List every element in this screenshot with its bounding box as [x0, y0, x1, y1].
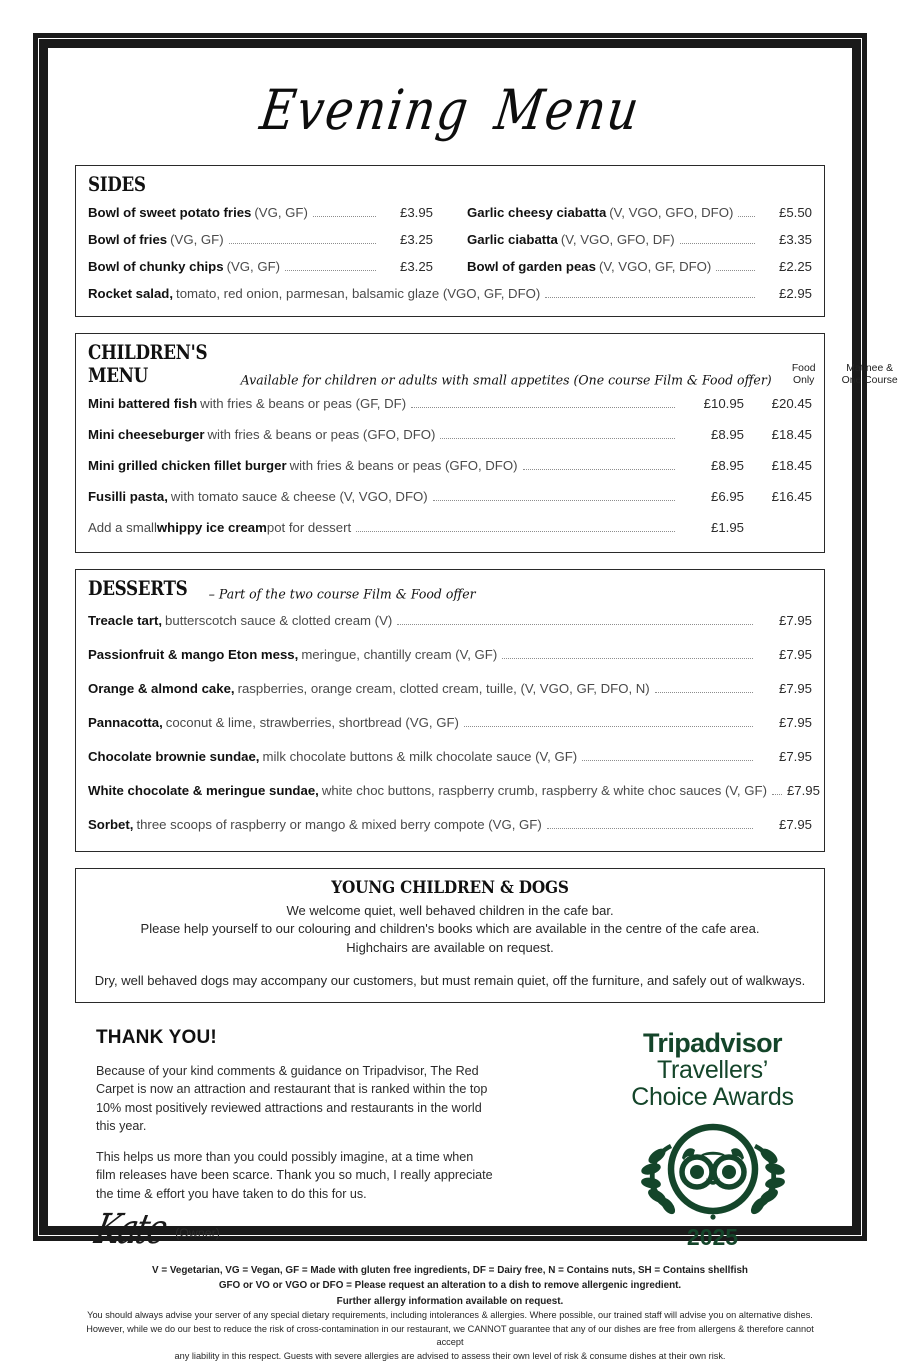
- item-desc: meringue, chantilly cream (V, GF): [301, 646, 498, 662]
- childrens-subtitle: Available for children or adults with small appetites (One course Film & Food offer): [240, 371, 772, 388]
- menu-row: [88, 604, 812, 638]
- item-price-food-only: £10.95: [703, 395, 744, 411]
- section-childrens-menu: [75, 333, 898, 553]
- item-price: £7.95: [778, 748, 812, 764]
- item-price: £7.95: [778, 612, 812, 628]
- sides-full-width-rows: [88, 280, 812, 307]
- dot-leader: [523, 469, 675, 470]
- notice-line-1: We welcome quiet, well behaved children in the cafe bar.: [286, 902, 614, 918]
- menu-row: [88, 740, 812, 774]
- title-word-menu: Menu: [490, 77, 644, 143]
- item-name: Mini grilled chicken fillet burger: [88, 457, 287, 473]
- desserts-items: [88, 604, 820, 842]
- dot-leader: [680, 243, 755, 244]
- item-name: Passionfruit & mango Eton mess,: [88, 646, 299, 662]
- item-price: £7.95: [778, 680, 812, 696]
- item-price: £5.50: [778, 204, 812, 220]
- desserts-subtitle: – Part of the two course Film & Food offer: [208, 585, 476, 602]
- childrens-heading: CHILDREN'S MENU: [88, 341, 208, 387]
- item-desc: milk chocolate buttons & milk chocolate sauce (V, GF): [262, 748, 578, 764]
- item-desc: (VG, GF): [170, 231, 224, 247]
- footer-key-line-1: V = Vegetarian, VG = Vegan, GF = Made with gluten free ingredients, DF = Dairy free, N = Contains nuts, SH = Contains shellfish: [152, 1264, 748, 1276]
- dot-leader: [440, 438, 675, 439]
- menu-row: [88, 280, 812, 307]
- item-name: Orange & almond cake,: [88, 680, 235, 696]
- footer-key-line-2: GFO or VO or VGO or DFO = Please request an alteration to a dish to remove allergenic ingredient.: [218, 1280, 682, 1292]
- item-price-food-only: £8.95: [710, 457, 744, 473]
- item-name: Garlic cheesy ciabatta: [467, 204, 607, 220]
- item-name: Sorbet,: [88, 816, 134, 832]
- item-price: £3.25: [399, 231, 433, 247]
- menu-row: [88, 253, 433, 280]
- menu-row: [467, 199, 812, 226]
- dot-leader: [716, 270, 755, 271]
- tripadvisor-brand: Tripadvisor: [643, 1027, 782, 1058]
- desserts-heading: DESSERTS: [88, 577, 188, 601]
- col1-line2: Only: [792, 375, 815, 387]
- item-name: Bowl of chunky chips: [88, 258, 224, 274]
- notice-heading: YOUNG CHILDREN & DOGS: [331, 877, 569, 898]
- item-desc: tomato, red onion, parmesan, balsamic glaze (VGO, GF, DFO): [176, 285, 541, 301]
- item-price-matinee: £20.45: [771, 395, 812, 411]
- item-name: Mini cheeseburger: [88, 426, 205, 442]
- menu-row: [467, 253, 812, 280]
- item-price-food-only: £8.95: [710, 426, 744, 442]
- item-desc: with fries & beans or peas (GFO, DFO): [289, 457, 518, 473]
- item-price: £2.25: [778, 258, 812, 274]
- menu-row: [467, 226, 812, 253]
- thank-you-paragraph-2: This helps us more than you could possibly imagine, at a time when film releases have been scarce. Thank you so much, I really appreciate the time & effort you have taken to do this for us.: [96, 1149, 493, 1201]
- sides-heading: SIDES: [88, 173, 146, 196]
- menu-row-addon: [88, 512, 812, 543]
- tripadvisor-owl-laurel-icon: [637, 1116, 789, 1226]
- menu-row: [88, 774, 820, 808]
- dot-leader: [655, 692, 753, 693]
- dot-leader: [356, 531, 675, 532]
- item-name: Mini battered fish: [88, 395, 198, 411]
- footer-key-line-3: Further allergy information available on request.: [336, 1295, 564, 1307]
- item-desc: with tomato sauce & cheese (V, VGO, DFO): [170, 488, 428, 504]
- item-desc: (V, VGO, GFO, DF): [560, 231, 675, 247]
- section-thank-you: [75, 1027, 825, 1251]
- section-sides: [75, 165, 825, 317]
- dot-leader: [411, 407, 675, 408]
- menu-row: [88, 706, 812, 740]
- footer-disclaimer-line-1: You should always advise your server of any special dietary requirements, including intolerances & allergies. Where possible, our trained staff will advise you on alternative dishes.: [87, 1309, 813, 1320]
- section-young-children-and-dogs: [75, 868, 825, 1003]
- item-desc: (VG, GF): [254, 204, 308, 220]
- menu-row: [88, 419, 812, 450]
- sides-two-column-grid: [88, 199, 812, 280]
- item-price-matinee: £18.45: [771, 457, 812, 473]
- tripadvisor-line-2: Travellers’: [656, 1055, 769, 1084]
- footer-disclaimer-line-3: any liability in this respect. Guests with severe allergies are advised to assess their own level of risk & consume dishes at their own risk.: [174, 1351, 726, 1362]
- dot-leader: [313, 216, 376, 217]
- dot-leader: [285, 270, 376, 271]
- item-desc: (VG, GF): [226, 258, 281, 274]
- item-price: £7.95: [786, 782, 820, 798]
- menu-row: [88, 672, 812, 706]
- notice-line-3: Highchairs are available on request.: [346, 939, 554, 955]
- item-price-matinee: £16.45: [771, 488, 812, 504]
- col2-line2: One Course: [841, 375, 898, 387]
- item-desc: coconut & lime, strawberries, shortbread (VG, GF): [165, 714, 459, 730]
- item-name: White chocolate & meringue sundae,: [88, 782, 319, 798]
- item-price: £2.95: [778, 285, 812, 301]
- item-name: Bowl of sweet potato fries: [88, 204, 252, 220]
- dot-leader: [738, 216, 755, 217]
- signature-row: [90, 1204, 580, 1253]
- owner-label: (Owner): [175, 1226, 220, 1241]
- item-desc: three scoops of raspberry or mango & mixed berry compote (VG, GF): [136, 816, 542, 832]
- desserts-header-row: [88, 578, 812, 600]
- tripadvisor-year: 2025: [686, 1223, 739, 1250]
- dot-leader: [397, 624, 753, 625]
- menu-row: [88, 638, 812, 672]
- item-name: Chocolate brownie sundae,: [88, 748, 260, 764]
- item-name: Bowl of garden peas: [467, 258, 596, 274]
- item-name: Pannacotta,: [88, 714, 163, 730]
- item-price: £7.95: [778, 646, 812, 662]
- item-price-matinee: £18.45: [771, 426, 812, 442]
- dot-leader: [464, 726, 753, 727]
- dot-leader: [582, 760, 753, 761]
- menu-sheet: [55, 55, 898, 1362]
- item-desc: white choc buttons, raspberry crumb, raspberry & white choc sauces (V, GF): [321, 782, 767, 798]
- tripadvisor-badge: [600, 1027, 825, 1251]
- addon-price-food-only: £1.95: [710, 519, 744, 535]
- item-desc: with fries & beans or peas (GF, DF): [200, 395, 407, 411]
- addon-name: whippy ice cream: [156, 519, 267, 535]
- item-price: £7.95: [778, 816, 812, 832]
- page-title: [55, 55, 845, 165]
- title-word-evening: Evening: [256, 77, 474, 143]
- item-price-food-only: £6.95: [710, 488, 744, 504]
- owner-signature: Kate: [90, 1204, 171, 1253]
- item-name: Rocket salad,: [88, 285, 174, 301]
- notice-line-2: Please help yourself to our colouring and children's books which are available in the centre of the cafe area.: [140, 921, 760, 937]
- sides-header-row: [88, 174, 812, 196]
- item-price: £3.95: [399, 204, 433, 220]
- childrens-header-row: [88, 341, 898, 388]
- column-header-matinee: [836, 363, 904, 387]
- menu-row: [88, 808, 812, 842]
- item-desc: with fries & beans or peas (GFO, DFO): [207, 426, 436, 442]
- menu-row: [88, 388, 812, 419]
- item-name: Treacle tart,: [88, 612, 163, 628]
- dot-leader: [547, 828, 753, 829]
- item-price: £7.95: [778, 714, 812, 730]
- item-name: Bowl of fries: [88, 231, 168, 247]
- dot-leader: [772, 794, 782, 795]
- item-desc: butterscotch sauce & clotted cream (V): [165, 612, 393, 628]
- col1-line1: Food: [791, 363, 816, 375]
- menu-row: [88, 481, 812, 512]
- thank-you-text-block: [75, 1027, 600, 1251]
- thank-you-title: THANK YOU!: [96, 1026, 217, 1048]
- menu-row: [88, 450, 812, 481]
- addon-suffix: pot for dessert: [266, 519, 352, 535]
- tripadvisor-line-3: Choice Awards: [631, 1082, 794, 1111]
- dot-leader: [502, 658, 753, 659]
- childrens-items: [88, 388, 812, 543]
- col2-line1: Matinee &: [846, 363, 894, 375]
- footer-disclaimer-line-2: However, while we do our best to reduce the risk of cross-contamination in our restaurant, we CANNOT guarantee that any of our dishes are free from allergens & therefore cannot accept: [86, 1323, 814, 1348]
- section-desserts: [75, 569, 825, 851]
- column-header-food-only: [772, 363, 836, 387]
- item-desc: (V, VGO, GFO, DFO): [609, 204, 734, 220]
- menu-row: [88, 199, 433, 226]
- menu-row: [88, 226, 433, 253]
- childrens-price-column-headers: [772, 363, 904, 387]
- addon-prefix: Add a small: [88, 519, 157, 535]
- dot-leader: [545, 297, 755, 298]
- item-name: Fusilli pasta,: [88, 488, 168, 504]
- dot-leader: [229, 243, 376, 244]
- item-name: Garlic ciabatta: [467, 231, 558, 247]
- item-desc: raspberries, orange cream, clotted cream, tuille, (V, VGO, GF, DFO, N): [237, 680, 650, 696]
- notice-line-4: Dry, well behaved dogs may accompany our customers, but must remain quiet, off the furniture, and safely out of walkways.: [94, 973, 806, 989]
- allergy-footer: [75, 1263, 825, 1364]
- item-price: £3.35: [778, 231, 812, 247]
- item-price: £3.25: [399, 258, 433, 274]
- item-desc: (V, VGO, GF, DFO): [598, 258, 712, 274]
- dot-leader: [433, 500, 675, 501]
- thank-you-paragraph-1: Because of your kind comments & guidance on Tripadvisor, The Red Carpet is now an attraction and restaurant that is ranked within the top 10% most positively reviewed attractions and restaurants in the world this year.: [96, 1063, 488, 1133]
